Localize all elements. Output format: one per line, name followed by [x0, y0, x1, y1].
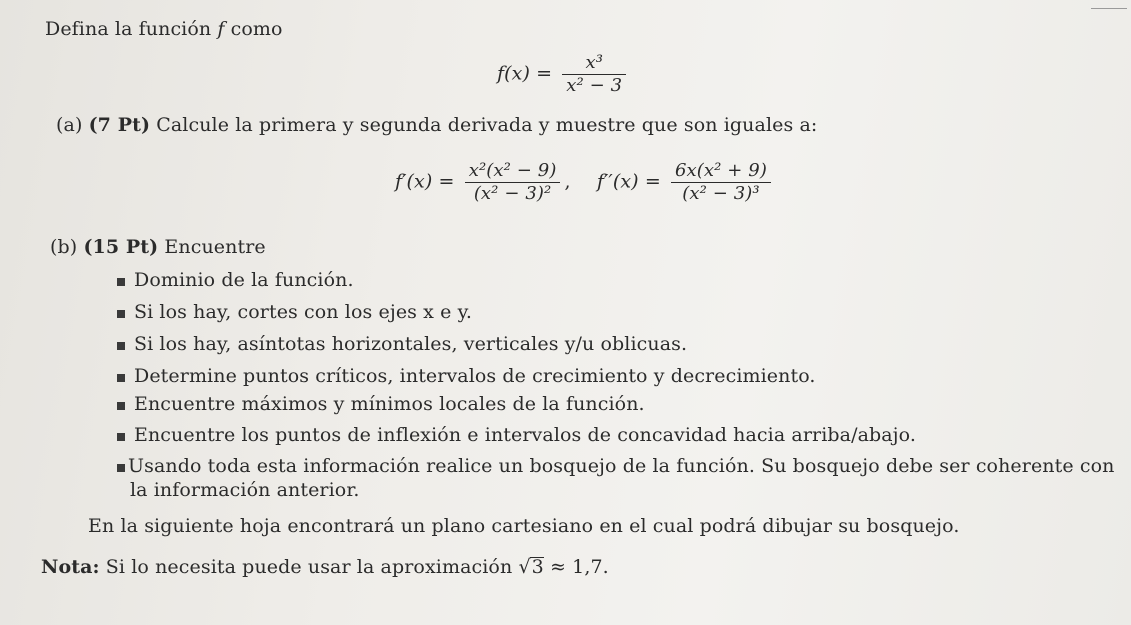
list-item-continuation: la información anterior.: [130, 479, 360, 501]
closing-text: En la siguiente hoja encontrará un plano cartesiano en el cual podrá dibujar su bosquejo.: [88, 515, 960, 537]
second-derivative-lhs: f′′(x) =: [596, 170, 661, 193]
note-label: Nota:: [41, 556, 100, 578]
part-a-text: Calcule la primera y segunda derivada y muestre que son iguales a:: [156, 114, 818, 136]
bullet-marker: [117, 310, 125, 318]
list-item: Si los hay, cortes con los ejes x e y.: [134, 301, 473, 323]
note-approx: ≈ 1,7.: [550, 556, 609, 578]
main-eq-denominator: x² − 3: [566, 75, 623, 96]
part-b-label: (b): [50, 236, 78, 258]
intro-function-symbol: f: [217, 18, 225, 40]
note-text: Si lo necesita puede usar la aproximación: [105, 556, 513, 578]
derivative-separator: ,: [564, 170, 571, 193]
list-item: Encuentre los puntos de inflexión e intervalos de concavidad hacia arriba/abajo.: [134, 424, 917, 446]
main-eq-fraction: [562, 52, 626, 97]
bullet-marker: [117, 464, 125, 472]
bullet-marker: [117, 342, 125, 350]
part-b-text: Encuentre: [164, 236, 266, 258]
note-line: [41, 556, 609, 578]
sqrt-expression: √3: [518, 556, 544, 578]
main-eq-lhs: f(x) =: [497, 62, 553, 85]
first-derivative-numerator: x²(x² − 9): [465, 160, 561, 183]
list-item: Dominio de la función.: [134, 269, 354, 291]
list-item: Determine puntos críticos, intervalos de crecimiento y decrecimiento.: [134, 365, 816, 387]
main-eq-numerator: x³: [562, 52, 626, 75]
bullet-marker: [117, 402, 125, 410]
first-derivative-denominator: (x² − 3)²: [473, 183, 552, 204]
bullet-marker: [117, 374, 125, 382]
list-item: Si los hay, asíntotas horizontales, verticales y/u oblicuas.: [134, 333, 688, 355]
second-derivative-fraction: [671, 160, 771, 205]
sqrt-radicand: 3: [531, 556, 544, 578]
part-a-points: (7 Pt): [88, 114, 151, 136]
second-derivative-denominator: (x² − 3)³: [682, 183, 760, 204]
main-equation: [497, 52, 630, 97]
second-derivative-numerator: 6x(x² + 9): [671, 160, 771, 183]
first-derivative-lhs: f′(x) =: [395, 170, 455, 193]
first-derivative-fraction: [465, 160, 561, 205]
intro-text: Defina la función: [45, 18, 212, 40]
part-b-line: [50, 236, 266, 258]
list-item: Usando toda esta información realice un bosquejo de la función. Su bosquejo debe ser coherente con: [128, 455, 1115, 477]
intro-line: [45, 18, 283, 40]
part-a-line: [56, 114, 817, 136]
part-a-label: (a): [56, 114, 83, 136]
list-item: Encuentre máximos y mínimos locales de la función.: [134, 393, 645, 415]
derivatives-equation: [395, 160, 775, 205]
page-edge-mark: [1091, 8, 1127, 9]
intro-tail: como: [230, 18, 283, 40]
bullet-marker: [117, 433, 125, 441]
bullet-marker: [117, 278, 125, 286]
part-b-points: (15 Pt): [83, 236, 159, 258]
